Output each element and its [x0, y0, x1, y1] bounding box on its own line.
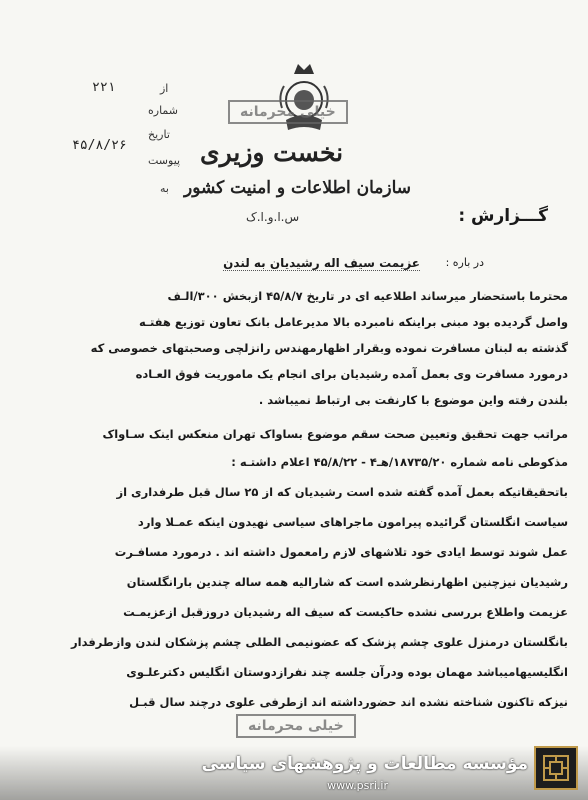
- bottom-confidential-stamp: خیلی محرمانه: [236, 714, 356, 738]
- body-line-7: مذکوطی نامه شماره ۱۸۷۳۵/۲۰/هـ۴ - ۴۵/۸/۲۲ اعلام داشتـه :: [231, 455, 568, 469]
- label-date: تاریخ: [148, 128, 170, 141]
- label-attachment: پیوست: [148, 154, 181, 167]
- institute-logo-icon: [534, 746, 578, 790]
- body-line-11: رشیدیان نیزچنین اظهارنظرشده است که شاراليه همه ساله چندین بارانگلستان: [126, 575, 568, 589]
- body-line-6: مراتب جهت تحقیق وتعیین صحت سقم موضوع بساواک تهران منعکس اینک سـاواک: [102, 427, 568, 441]
- subject-text: عزیمت سیف اله رشیدیان به لندن: [223, 256, 420, 270]
- body-line-2: واصل گردیده بود مبنی براینکه نامبرده بالا مدیرعامل بانک تعاون توزیع هفتـه: [139, 315, 568, 329]
- body-line-12: عزیمت واطلاع بررسی نشده حاکیست که سیف اله رشیدیان دروزقبل ازعزیمـت: [123, 605, 568, 619]
- report-label: گـــزارش :: [458, 206, 548, 226]
- body-line-8: باتحقیقاتیکه بعمل آمده گفته شده است رشیدیان که از ۲۵ سال قبل طرفداری از: [116, 485, 568, 499]
- body-line-4: درمورد مسافرت وی بعمل آمده رشیدیان برای انجام یک ماموریت فوق العـاده: [135, 367, 568, 381]
- body-line-9: سیاست انگلستان گرائیده پیرامون ماجراهای سیاسی نهیدون اینکه عمـلا وارد: [137, 515, 568, 529]
- top-confidential-stamp: خیلی محرمانه: [228, 100, 348, 124]
- label-from: از: [160, 82, 169, 95]
- subject-label: در باره :: [445, 256, 484, 269]
- body-line-14: انگلیسیهامیباشد مهمان بوده ودرآن جلسه چند نفرازدوستان انگلیس دکترعلـوی: [126, 665, 568, 679]
- body-line-5: بلندن رفته واین موضوع با کارنفت بی ارتباط نمیباشد .: [258, 393, 568, 407]
- value-date: ۴۵/۸/۲۶: [72, 138, 127, 153]
- organization-subtitle: سازمان اطلاعات و امنیت کشور: [184, 178, 412, 198]
- body-line-10: عمل شوند توسط ایادی خود تلاشهای لازم رامعمول داشته اند . درمورد مسافـرت: [114, 545, 568, 559]
- label-number: شماره: [148, 104, 179, 117]
- lion-and-sun-emblem-icon: [276, 60, 332, 136]
- body-line-15: نیزکه تاکنون شناخته نشده اند حضورداشته اند ازطرفی علوی درچند سال قبـل: [129, 695, 568, 709]
- organization-title: نخست وزیری: [200, 138, 344, 167]
- footer-url[interactable]: www.psri.ir: [327, 779, 388, 792]
- body-line-3: گذشته به لبنان مسافرت نموده وبقرار اظهارمهندس رانزلچی وصحبتهای خصوصی که: [90, 341, 568, 355]
- body-line-13: بانگلستان درمنزل علوی چشم پزشک که عضونیمی الطلی چشم پزشکان لندن وازطرفدار: [71, 635, 568, 649]
- value-from: ۲۲۱: [92, 80, 116, 95]
- footer-institute-name: مؤسسه مطالعات و پژوهشهای سیاسی: [201, 754, 528, 774]
- label-to: به: [160, 182, 169, 195]
- organization-code: س.ا.و.ا.ک: [246, 210, 300, 224]
- watermark-footer: [0, 746, 588, 800]
- body-line-1: محترما باستحضار میرساند اطلاعیه ای در تاریخ ۴۵/۸/۷ ازبخش ۳۰۰/الـف: [167, 289, 568, 303]
